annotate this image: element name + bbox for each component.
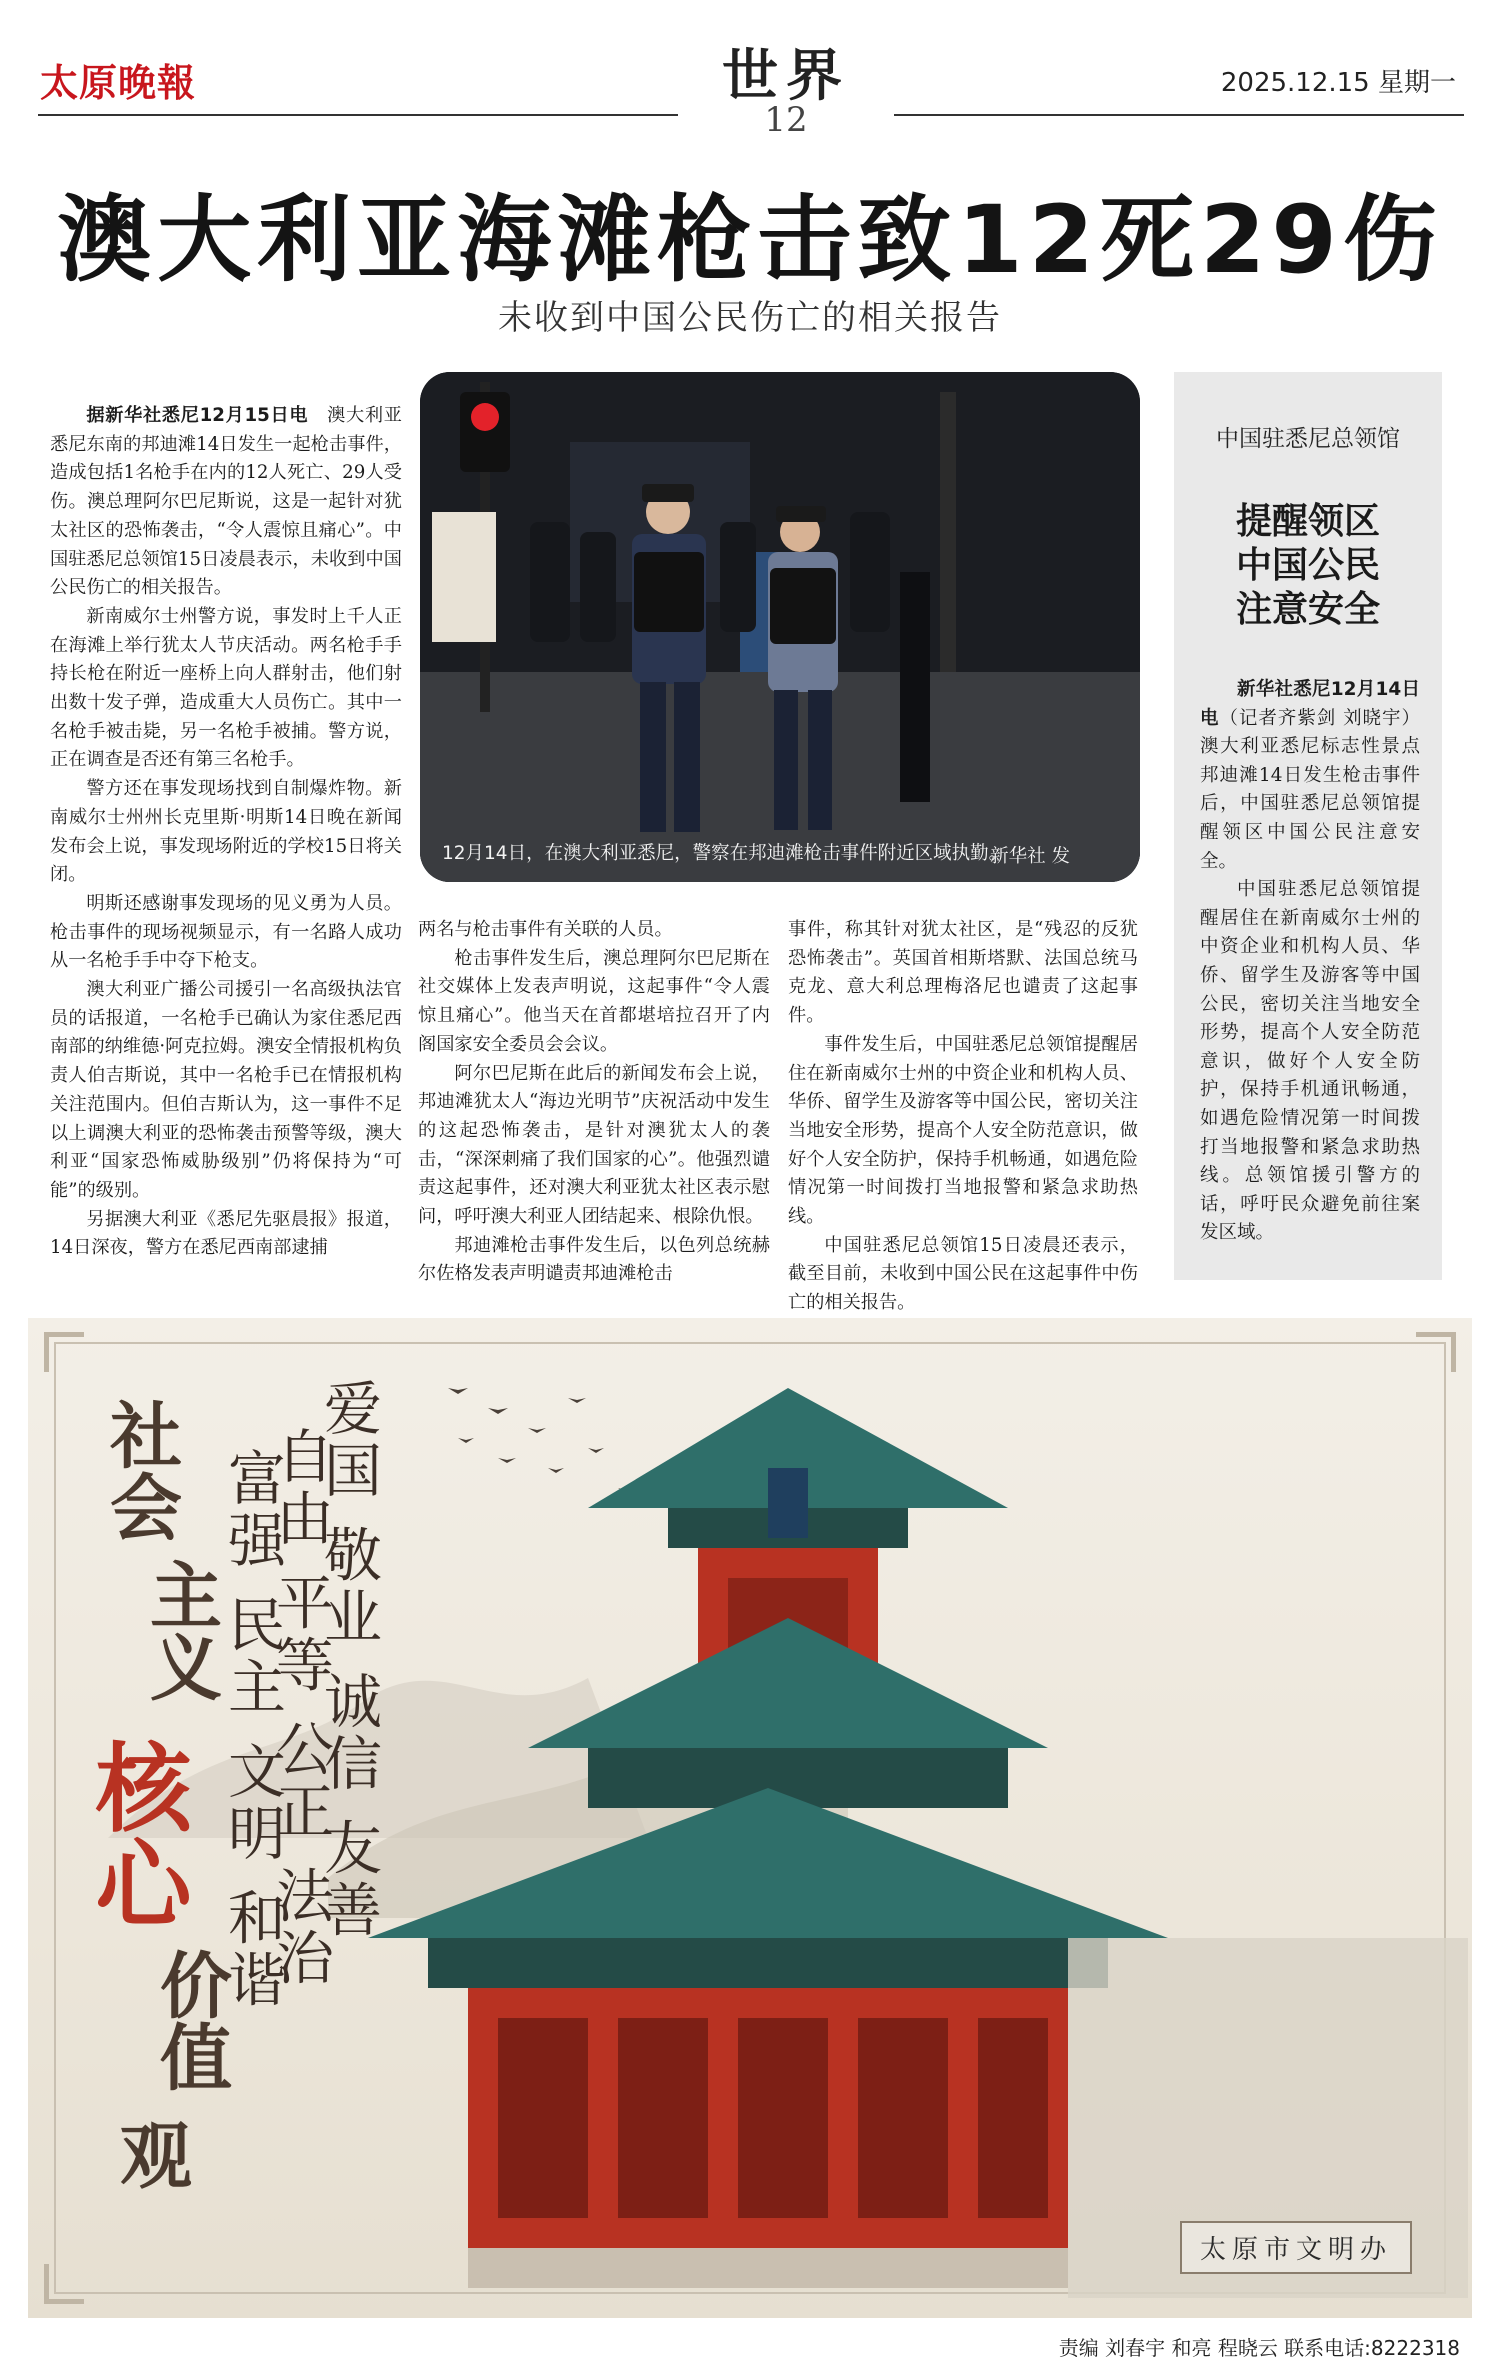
sidebar-dateline: 新华社悉尼12月14日电 bbox=[1200, 679, 1420, 729]
masthead-rule-left bbox=[38, 114, 678, 116]
dateline: 据新华社悉尼12月15日电 bbox=[86, 405, 309, 426]
article-paragraph: 阿尔巴尼斯在此后的新闻发布会上说，邦迪滩犹太人“海边光明节”庆祝活动中发生的这起恐怖袭击，是针对澳犹太人的袭击，“深深刺痛了我们国家的心”。他强烈谴责这起事件，还对澳大利亚犹太社区表示慰问，呼吁澳大利亚人团结起来、根除仇恨。 bbox=[418, 1062, 770, 1228]
issue-date: 2025.12.15 星期一 bbox=[1220, 68, 1456, 98]
editor-credits: 责编 刘春宇 和亮 程晓云 联系电话:8222318 bbox=[1058, 2336, 1460, 2360]
article-column-1 bbox=[50, 402, 402, 1263]
photo-credit: 新华社 发 bbox=[990, 846, 1070, 867]
article-column-3 bbox=[788, 916, 1138, 1318]
poster-title-line: 核心 bbox=[80, 1738, 193, 1930]
sidebar-paragraph: 中国驻悉尼总领馆提醒居住在新南威尔士州的中资企业和机构人员、华侨、留学生及游客等中国公民，密切关注当地安全形势，提高个人安全防范意识，做好个人安全防护，保持手机通讯畅通，如遇危险情况第一时间拨打当地报警和紧急求助热线。总领馆援引警方的话，呼吁民众避免前往案发区域。 bbox=[1200, 879, 1420, 1244]
photo-scene bbox=[420, 372, 1140, 882]
article-paragraph: 事件，称其针对犹太社区，是“残忍的反犹恐怖袭击”。英国首相斯塔默、法国总统马克龙、意大利总理梅洛尼也谴责了这起事件。 bbox=[788, 919, 1138, 1027]
poster-values-column: 富强 民主 文明 和谐 bbox=[218, 1448, 286, 2012]
poster-values-column: 自由 平等 公正 法治 bbox=[266, 1426, 334, 1990]
traffic-light-icon bbox=[471, 403, 499, 431]
news-photo bbox=[420, 372, 1140, 882]
newspaper-logo: 太原晚報 bbox=[40, 60, 197, 105]
birds-icon bbox=[448, 1388, 634, 1493]
article-paragraph: 澳大利亚广播公司援引一名高级执法官员的话报道，一名枪手已确认为家住悉尼西南部的纳维德·阿克拉姆。澳安全情报机构负责人伯吉斯说，其中一名枪手已在情报机构关注范围内。但伯吉斯认为，这一事件不足以上调澳大利亚的恐怖袭击预警等级，澳大利亚“国家恐怖威胁级别”仍将保持为“可能”的级别。 bbox=[50, 979, 402, 1201]
headline: 澳大利亚海滩枪击致12死29伤 bbox=[57, 186, 1443, 295]
article-paragraph: 明斯还感谢事发现场的见义勇为人员。枪击事件的现场视频显示，有一名路人成功从一名枪手手中夺下枪支。 bbox=[50, 892, 402, 972]
sidebar-reporters: （记者齐紫剑 刘晓宇） bbox=[1219, 707, 1420, 729]
subheadline: 未收到中国公民伤亡的相关报告 bbox=[498, 298, 1002, 338]
article-column-2 bbox=[418, 916, 770, 1289]
photo-caption: 12月14日，在澳大利亚悉尼，警察在邦迪滩枪击事件附近区域执勤。 bbox=[442, 843, 1008, 864]
sidebar-text bbox=[1200, 676, 1420, 1248]
section-title: 世界 bbox=[722, 43, 850, 109]
sidebar-org: 中国驻悉尼总领馆 bbox=[1216, 426, 1400, 452]
public-service-poster bbox=[28, 1318, 1472, 2318]
article-paragraph: 事件发生后，中国驻悉尼总领馆提醒居住在新南威尔士州的中资企业和机构人员、华侨、留学生及游客等中国公民，密切关注当地安全形势，提高个人安全防范意识，做好个人安全防护，保持手机畅通，如遇危险情况第一时间拨打当地报警和紧急求助热线。 bbox=[788, 1033, 1138, 1228]
article-paragraph: 两名与枪击事件有关联的人员。 bbox=[418, 919, 673, 940]
sidebar-box bbox=[1174, 372, 1442, 1280]
poster-title-line: 观 bbox=[108, 2118, 193, 2190]
poster-title-line: 主义 bbox=[138, 1558, 223, 1702]
poster-sponsor: 太原市文明办 bbox=[1180, 2221, 1412, 2274]
article-paragraph: 中国驻悉尼总领馆15日凌晨还表示，截至目前，未收到中国公民在这起事件中伤亡的相关报告。 bbox=[788, 1234, 1138, 1314]
sidebar-title: 提醒领区 中国公民 注意安全 bbox=[1235, 501, 1380, 630]
poster-values-column: 爱国 敬业 诚信 友善 bbox=[314, 1378, 382, 1942]
article-paragraph: 警方还在事发现场找到自制爆炸物。新南威尔士州州长克里斯·明斯14日晚在新闻发布会上说，事发现场附近的学校15日将关闭。 bbox=[50, 778, 402, 886]
poster-title-line: 价值 bbox=[148, 1948, 233, 2092]
article-paragraph: 邦迪滩枪击事件发生后，以色列总统赫尔佐格发表声明谴责邦迪滩枪击 bbox=[418, 1234, 770, 1285]
page-number: 12 bbox=[764, 100, 808, 140]
article-paragraph: 枪击事件发生后，澳总理阿尔巴尼斯在社交媒体上发表声明说，这起事件“令人震惊且痛心”。他当天在首都堪培拉召开了内阁国家安全委员会会议。 bbox=[418, 947, 770, 1055]
article-paragraph: 据新华社悉尼12月15日电 澳大利亚悉尼东南的邦迪滩14日发生一起枪击事件，造成包括1名枪手在内的12人死亡、29人受伤。澳总理阿尔巴尼斯说，这是一起针对犹太社区的恐怖袭击，“令人震惊且痛心”。中国驻悉尼总领馆15日凌晨表示，未收到中国公民伤亡的相关报告。 bbox=[50, 405, 402, 599]
article-paragraph: 另据澳大利亚《悉尼先驱晨报》报道，14日深夜，警方在悉尼西南部逮捕 bbox=[50, 1208, 402, 1259]
masthead-rule-right bbox=[894, 114, 1464, 116]
masthead bbox=[36, 18, 1464, 138]
article-paragraph: 新南威尔士州警方说，事发时上千人正在海滩上举行犹太人节庆活动。两名枪手手持长枪在附近一座桥上向人群射击，他们射出数十发子弹，造成重大人员伤亡。其中一名枪手被击毙，另一名枪手被捕。警方说，正在调查是否还有第三名枪手。 bbox=[50, 605, 402, 771]
sidebar-paragraph: 新华社悉尼12月14日电（记者齐紫剑 刘晓宇）澳大利亚悉尼标志性景点邦迪滩14日发生枪击事件后，中国驻悉尼总领馆提醒领区中国公民注意安全。 bbox=[1200, 679, 1420, 872]
poster-title-line: 社会 bbox=[98, 1398, 183, 1542]
